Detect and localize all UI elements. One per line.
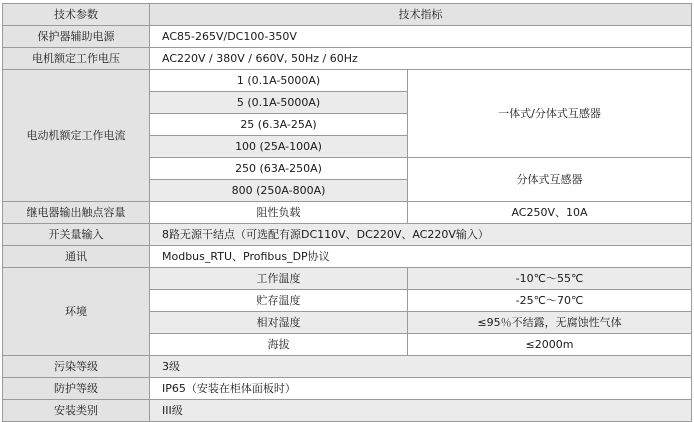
switch-input-label: 开关量输入 <box>3 224 150 246</box>
env-name: 海拔 <box>150 334 408 356</box>
switch-input-value: 8路无源干结点（可选配有源DC110V、DC220V、AC220V输入） <box>150 224 692 246</box>
pollution-value: 3级 <box>150 356 692 378</box>
env-value: -10℃～55℃ <box>408 268 692 290</box>
current-range-250: 250 (63A-250A) <box>150 158 408 180</box>
env-name: 贮存温度 <box>150 290 408 312</box>
pollution-label: 污染等级 <box>3 356 150 378</box>
current-range-5: 5 (0.1A-5000A) <box>150 92 408 114</box>
protection-value: IP65（安装在柜体面板时） <box>150 378 692 400</box>
spec-table <box>2 3 692 422</box>
relay-load: 阻性负载 <box>150 202 408 224</box>
env-value: ≤2000m <box>408 334 692 356</box>
table-row <box>3 224 692 246</box>
table-row <box>3 202 692 224</box>
comm-label: 通讯 <box>3 246 150 268</box>
ct-type-integrated: 一体式/分体式互感器 <box>408 70 692 158</box>
table-row <box>3 48 692 70</box>
header-param: 技术参数 <box>3 4 150 26</box>
relay-label: 继电器输出触点容量 <box>3 202 150 224</box>
env-name: 相对湿度 <box>150 312 408 334</box>
table-row <box>3 70 692 92</box>
table-row <box>3 400 692 422</box>
ct-type-split: 分体式互感器 <box>408 158 692 202</box>
rated-voltage-value: AC220V / 380V / 660V, 50Hz / 60Hz <box>150 48 692 70</box>
rated-current-label: 电动机额定工作电流 <box>3 70 150 202</box>
current-range-25: 25 (6.3A-25A) <box>150 114 408 136</box>
aux-power-label: 保护器辅助电源 <box>3 26 150 48</box>
install-value: III级 <box>150 400 692 422</box>
env-name: 工作温度 <box>150 268 408 290</box>
rated-voltage-label: 电机额定工作电压 <box>3 48 150 70</box>
env-label: 环境 <box>3 268 150 356</box>
table-row <box>3 356 692 378</box>
current-range-800: 800 (250A-800A) <box>150 180 408 202</box>
protection-label: 防护等级 <box>3 378 150 400</box>
relay-value: AC250V、10A <box>408 202 692 224</box>
table-header-row <box>3 4 692 26</box>
header-spec: 技术指标 <box>150 4 692 26</box>
current-range-1: 1 (0.1A-5000A) <box>150 70 408 92</box>
env-value: ≤95％不结露，无腐蚀性气体 <box>408 312 692 334</box>
install-label: 安装类别 <box>3 400 150 422</box>
table-row <box>3 26 692 48</box>
comm-value: Modbus_RTU、Profibus_DP协议 <box>150 246 692 268</box>
table-row <box>3 378 692 400</box>
current-range-100: 100 (25A-100A) <box>150 136 408 158</box>
env-value: -25℃～70℃ <box>408 290 692 312</box>
table-row <box>3 246 692 268</box>
table-row <box>3 268 692 290</box>
aux-power-value: AC85-265V/DC100-350V <box>150 26 692 48</box>
